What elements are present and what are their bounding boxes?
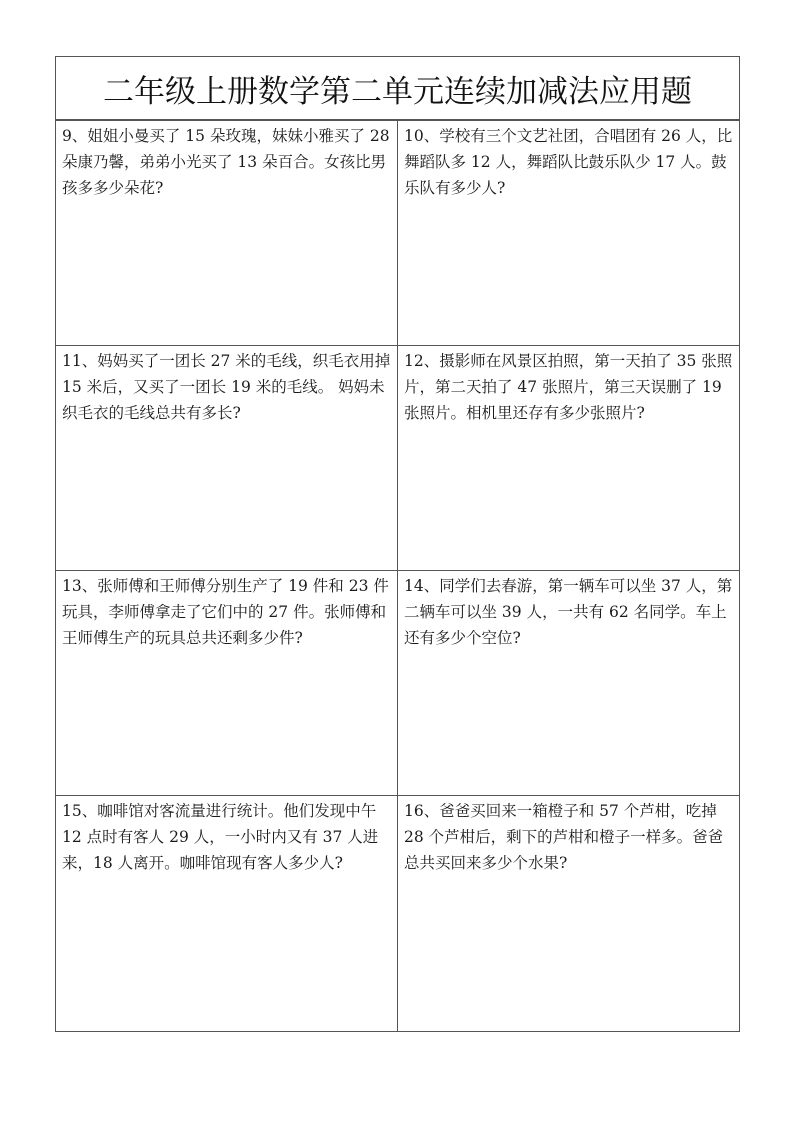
worksheet-table bbox=[55, 56, 740, 1032]
problem-cell-12: 12、摄影师在风景区拍照，第一天拍了 35 张照片，第二天拍了 47 张照片，第三天误删了 19 张照片。相机里还存有多少张照片? bbox=[398, 346, 739, 571]
problem-cell-11: 11、妈妈买了一团长 27 米的毛线，织毛衣用掉 15 米后，又买了一团长 19 米的毛线。 妈妈未织毛衣的毛线总共有多长? bbox=[56, 346, 398, 571]
problem-cell-16: 16、爸爸买回来一箱橙子和 57 个芦柑，吃掉 28 个芦柑后，剩下的芦柑和橙子一样多。爸爸总共买回来多少个水果? bbox=[404, 802, 724, 872]
worksheet-title: 二年级上册数学第二单元连续加减法应用题 bbox=[103, 73, 692, 110]
problem-cell-14: 14、同学们去春游，第一辆车可以坐 37 人，第二辆车可以坐 39 人，一共有 62 名同学。车上还有多少个空位? bbox=[398, 571, 739, 796]
title-row bbox=[56, 57, 739, 121]
problem-cell-13: 13、张师傅和王师傅分别生产了 19 件和 23 件玩具，李师傅拿走了它们中的 27 件。张师傅和王师傅生产的玩具总共还剩多少件? bbox=[56, 571, 398, 796]
problem-cell-10: 10、学校有三个文艺社团，合唱团有 26 人，比舞蹈队多 12 人，舞蹈队比鼓乐队少 17 人。鼓乐队有多少人? bbox=[398, 121, 739, 346]
problem-cell-9: 9、姐姐小曼买了 15 朵玫瑰，妹妹小雅买了 28 朵康乃馨，弟弟小光买了 13 朵百合。女孩比男孩多多少朵花? bbox=[56, 121, 398, 346]
problem-cell-15: 15、咖啡馆对客流量进行统计。他们发现中午 12 点时有客人 29 人，一小时内又有 37 人进来，18 人离开。咖啡馆现有客人多少人? bbox=[56, 796, 398, 1031]
problem-grid bbox=[56, 121, 739, 1031]
